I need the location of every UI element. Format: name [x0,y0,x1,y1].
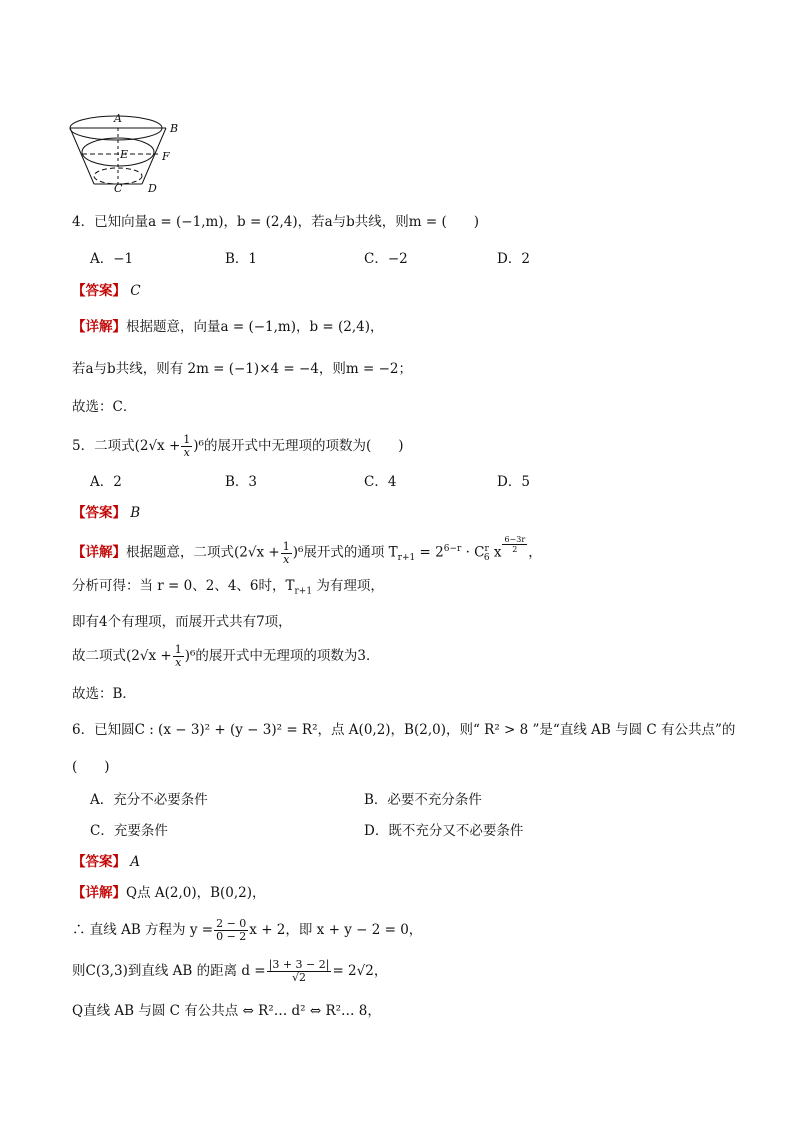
q6-distance-fraction: $\frac{|3 + 3 - 2|}{√2}$ [268,958,330,984]
frustum-figure [66,100,196,196]
q5-option-a: A．2 [90,474,122,490]
label-a: A [114,112,122,125]
q6-detail-tag: 【详解】 [72,885,126,901]
q6-option-d: D．既不充分又不必要条件 [364,823,524,839]
q5-detail-1: 【详解】根据题意，二项式(2√x + $\frac{1}{x}$ )⁶展开式的通项 $T_{r+1} = 2^{6-r} \cdot C^r_6$ x $\frac{6-3r}{2}$ ， [72,535,542,566]
q5-stem-pre: 5．二项式(2√x + [72,438,181,454]
q4-option-c: C．−2 [364,251,408,267]
q6-stem: 6．已知圆C : (x − 3)² + (y − 3)² = R²，点 A(0,2)，B(2,0)，则“ R² > 8 ”是“直线 AB 与圆 C 有公共点”的 [72,722,736,738]
q4-option-a: A．−1 [90,251,134,267]
q4-answer-tag: 【答案】 [72,283,126,299]
q5-detail-3: 即有4个有理项，而展开式共有7项， [72,614,292,630]
label-f: F [162,150,170,163]
q6-option-a: A．充分不必要条件 [90,792,208,808]
q5-detail-tag: 【详解】 [72,544,126,561]
q6-answer-line [72,852,140,872]
q5-option-c: C．4 [364,474,397,490]
q5-conclusion: 故选：B． [72,686,136,702]
q5-stem-fraction: $\frac{1}{x}$ [183,433,191,459]
label-e: E [120,148,129,161]
label-c: C [114,182,123,195]
q6-detail-2: ∴ 直线 AB 方程为 y = $\frac{2 - 0}{0 - 2}$ x + 2，即 x + y − 2 = 0， [72,917,423,943]
q5-option-d: D．5 [497,474,530,490]
q4-option-d: D．2 [497,251,530,267]
q5-answer-line [72,503,140,523]
q6-option-c: C．充要条件 [90,823,168,839]
q6-answer-tag: 【答案】 [72,854,126,870]
q6-slope-fraction: $\frac{2 - 0}{0 - 2}$ [216,917,247,943]
q5-detail-4-fraction: $\frac{1}{x}$ [174,643,182,669]
q4-detail-tag: 【详解】 [72,319,126,335]
q5-detail-fraction: $\frac{1}{x}$ [282,539,290,566]
q4-conclusion: 故选：C． [72,399,137,415]
q5-option-b: B．3 [225,474,258,490]
q6-answer: A [130,854,141,870]
q4-detail-1-text: 根据题意，向量a = (−1,m)，b = (2,4)， [126,319,384,335]
q5-exponent-fraction: $\frac{6-3r}{2}$ [504,535,526,554]
q4-detail-1 [72,317,384,337]
q5-answer-tag: 【答案】 [72,505,126,521]
label-d: D [148,182,157,195]
q6-detail-4: Q直线 AB 与圆 C 有公共点 ⇔ R²… d² ⇔ R²… 8， [72,1003,381,1019]
q6-detail-3: 则C(3,3)到直线 AB 的距离 d = $\frac{|3 + 3 - 2|}{√2}$ = 2√2， [72,958,388,984]
label-b: B [170,122,179,135]
q6-detail-1: 【详解】Q点 A(2,0)，B(0,2)， [72,885,266,901]
q5-detail-4: 故二项式(2√x + $\frac{1}{x}$ )⁶的展开式中无理项的项数为3． [72,643,380,669]
q5-stem-post: )⁶的展开式中无理项的项数为( ) [193,438,404,454]
q5-stem [72,432,403,460]
q5-detail-2: 分析可得：当 r = 0、2、4、6时，$T_{r+1}$ 为有理项， [72,578,384,597]
q4-detail-2: 若a与b共线，则有 2m = (−1)×4 = −4，则m = −2； [72,361,412,377]
q4-option-b: B．1 [225,251,258,267]
q6-stem-cont: ( ) [72,759,110,775]
q4-stem: 4．已知向量a = (−1,m)，b = (2,4)，若a与b共线，则m = ( ) [72,214,480,230]
q6-option-b: B．必要不充分条件 [364,792,482,808]
q4-answer-line [72,281,141,301]
q5-answer: B [130,505,141,521]
q4-answer: C [130,283,141,299]
